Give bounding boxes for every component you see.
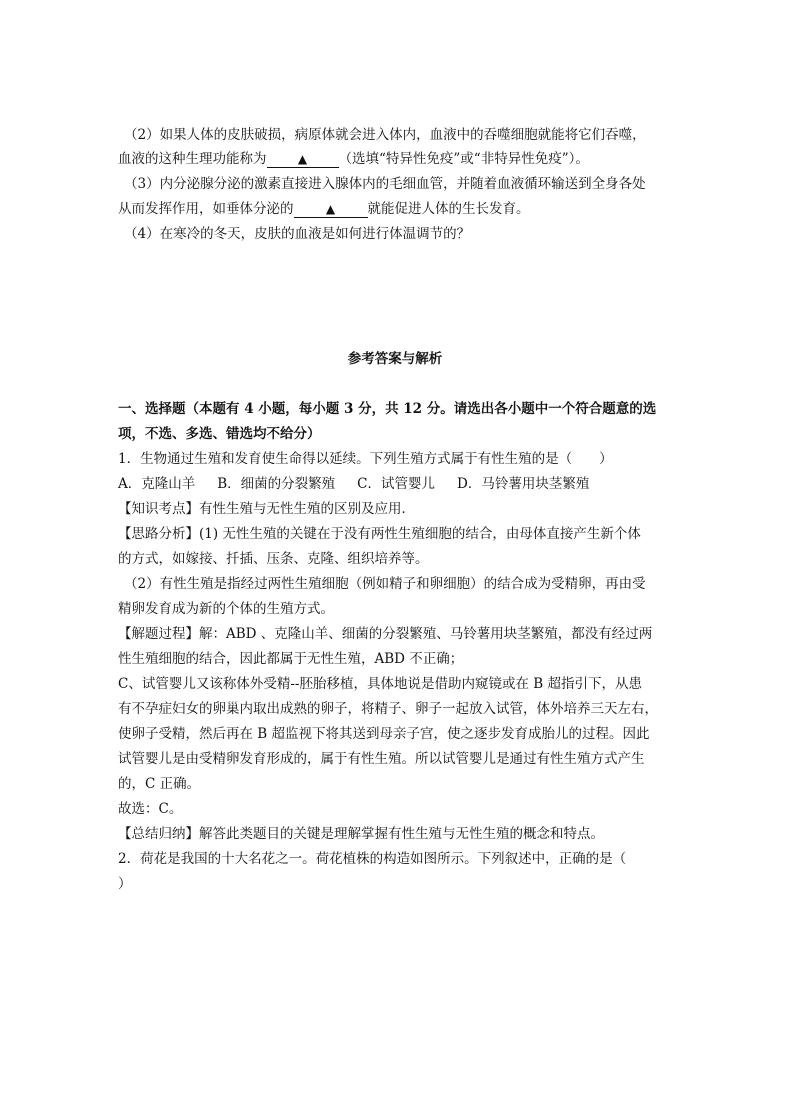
q3-answer-blank bbox=[294, 201, 368, 218]
item2-stem-line2: ） bbox=[118, 876, 132, 892]
q2-answer-blank bbox=[267, 151, 339, 168]
answer-section-title: 参考答案与解析 bbox=[347, 351, 443, 367]
item2-stem-line1: 2．荷花是我国的十大名花之一。荷花植株的构造如图所示。下列叙述中，正确的是（ bbox=[118, 851, 627, 867]
item1-stem: 1．生物通过生殖和发育使生命得以延续。下列生殖方式属于有性生殖的是（ ） bbox=[118, 451, 613, 467]
item1-summary: 【总结归纳】解答此类题目的关键是理解掌握有性生殖与无性生殖的概念和特点。 bbox=[118, 826, 604, 842]
item1-analysis-line4: 精卵发育成为新的个体的生殖方式。 bbox=[118, 601, 334, 617]
item1-process-line2: 性生殖细胞的结合，因此都属于无性生殖，ABD 不正确； bbox=[118, 651, 464, 667]
item1-process-line3: C、试管婴儿又该称体外受精--胚胎移植，具体地说是借助内窥镜或在 B 超指引下，从患 bbox=[118, 676, 642, 692]
q2-line2-before: 血液的这种生理功能称为 bbox=[118, 151, 267, 167]
q2-line2 bbox=[118, 149, 678, 169]
item1-option-d: D．马铃薯用块茎繁殖 bbox=[457, 476, 590, 492]
item1-option-b: B．细菌的分裂繁殖 bbox=[217, 476, 336, 492]
item1-options bbox=[118, 474, 678, 494]
triangle-mark: ▲ bbox=[297, 152, 308, 166]
item1-process-line1: 【解题过程】解：ABD 、克隆山羊、细菌的分裂繁殖、马铃薯用块茎繁殖，都没有经过两 bbox=[118, 626, 653, 642]
item1-analysis-line3: （2）有性生殖是指经过两性生殖细胞（例如精子和卵细胞）的结合成为受精卵，再由受 bbox=[124, 576, 646, 592]
q2-line2-after: （选填“特异性免疫”或“非特异性免疫”）。 bbox=[338, 151, 589, 167]
q3-line1: （3）内分泌腺分泌的激素直接进入腺体内的毛细血管，并随着血液循环输送到全身各处 bbox=[124, 176, 646, 192]
item1-option-a: A．克隆山羊 bbox=[118, 476, 196, 492]
item1-analysis-line2: 的方式，如嫁接、扦插、压条、克隆、组织培养等。 bbox=[118, 551, 429, 567]
item1-answer: 故选：C。 bbox=[118, 801, 183, 817]
q4-line1: （4）在寒冷的冬天，皮肤的血液是如何进行体温调节的？ bbox=[124, 226, 471, 242]
section1-heading-line2: 项，不选、多选、错选均不给分） bbox=[118, 426, 321, 442]
item1-process-line4: 有不孕症妇女的卵巢内取出成熟的卵子，将精子、卵子一起放入试管，体外培养三天左右， bbox=[118, 701, 658, 717]
item1-option-c: C．试管婴儿 bbox=[357, 476, 436, 492]
item1-process-line5: 使卵子受精，然后再在 B 超监视下将其送到母亲子宫，使之逐步发育成胎儿的过程。因此 bbox=[118, 726, 650, 742]
q3-line2-before: 从而发挥作用，如垂体分泌的 bbox=[118, 201, 294, 217]
q2-line1: （2）如果人体的皮肤破损，病原体就会进入体内，血液中的吞噬细胞就能将它们吞噬， bbox=[124, 127, 646, 143]
item1-analysis-line1: 【思路分析】(1) 无性生殖的关键在于没有两性生殖细胞的结合，由母体直接产生新个体 bbox=[118, 526, 641, 542]
q3-line2 bbox=[118, 199, 678, 219]
item1-process-line7: 的，C 正确。 bbox=[118, 776, 201, 792]
item1-process-line6: 试管婴儿是由受精卵发育形成的，属于有性生殖。所以试管婴儿是通过有性生殖方式产生 bbox=[118, 751, 645, 767]
triangle-mark: ▲ bbox=[325, 202, 336, 216]
q3-line2-after: 就能促进人体的生长发育。 bbox=[367, 201, 530, 217]
section1-heading-line1: 一、选择题（本题有 4 小题，每小题 3 分，共 12 分。请选出各小题中一个符合题意的选 bbox=[118, 401, 657, 417]
item1-knowledge: 【知识考点】有性生殖与无性生殖的区别及应用． bbox=[118, 501, 415, 517]
